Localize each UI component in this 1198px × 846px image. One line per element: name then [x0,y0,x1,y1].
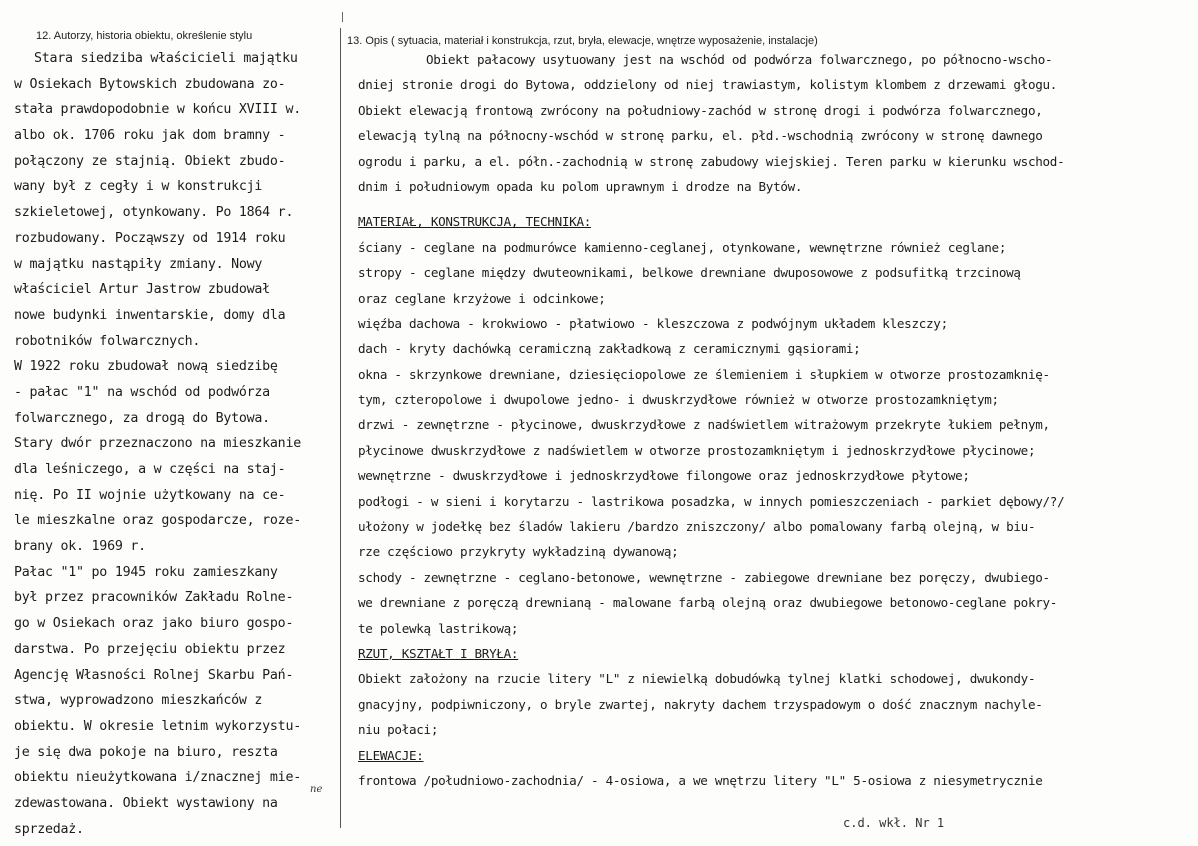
rzut-line: gnacyjny, podpiwniczony, o bryle zwartej, nakryty dachem trzyspadowym o dość znacznym nachyle- [358,696,1043,712]
material-line: więźba dachowa - krokwiowo - płatwiowo - kleszczowa z podwójnym układem kleszczy; [358,315,948,331]
column-divider [340,28,341,828]
history-line: nowe budynki inwentarskie, domy dla [14,307,286,323]
handwritten-correction: ne [310,784,323,795]
history-line: folwarcznego, za drogą do Bytowa. [14,410,270,426]
history-line: W 1922 roku zbudował nową siedzibę [14,359,278,375]
material-line: tym, czteropolowe i dwupolowe jedno- i dwuskrzydłowe również w otworze prostozamkniętym; [358,392,999,408]
material-line: we drewniane z poręczą drewnianą - malowane farbą olejną oraz dwubiegowe betonowo-ceglane pokry- [358,595,1058,611]
intro-line: elewacją tylną na północny-wschód w stronę parku, el. płd.-wschodnią zwrócony w stronę dawnego [358,128,1043,144]
material-line: okna - skrzynkowe drewniane, dziesięciopolowe ze ślemieniem i słupkiem w otworze prostozamknię- [358,366,1050,382]
rzut-heading: RZUT, KSZTAŁT I BRYŁA: [358,645,519,661]
material-line: drzwi - zewnętrzne - płycinowe, dwuskrzydłowe z nadświetlem witrażowym przekryte łukiem pełnym, [358,417,1050,433]
intro-line: ogrodu i parku, a el. półn.-zachodnią w stronę zabudowy wiejskiej. Teren parku w kierunku wschod- [358,153,1065,169]
material-line: stropy - ceglane między dwuteownikami, belkowe drewniane dwuposowowe z podsufitką trzcinową [358,265,1021,281]
history-line: darstwa. Po przejęciu obiektu przez [14,641,286,657]
history-line: robotników folwarcznych. [14,333,201,349]
history-line: szkieletowej, otynkowany. Po 1864 r. [14,205,294,221]
material-line: schody - zewnętrzne - ceglano-betonowe, wewnętrzne - zabiegowe drewniane bez poręczy, dwubiego- [358,569,1050,585]
material-line: rze częściowo przykryty wykładziną dywanową; [358,544,679,560]
intro-line: dnim i południowym opada ku polom uprawnym i drodze na Bytów. [358,178,803,194]
material-line: ułożony w jodełkę bez śladów lakieru /bardzo zniszczony/ albo pomalowany farbą olejną, w biu- [358,519,1036,535]
elewacje-line: frontowa /południowo-zachodnia/ - 4-osiowa, a we wnętrzu litery "L" 5-osiowa z niesymetrycznie [358,772,1043,788]
material-line: te polewką lastrikową; [358,620,519,636]
material-heading: MATERIAŁ, KONSTRUKCJA, TECHNIKA: [358,214,592,230]
history-line: wany był z cegły i w konstrukcji [14,179,263,195]
history-line: stwa, wyprowadzono mieszkańców z [14,693,263,709]
history-line: Stary dwór przeznaczono na mieszkanie [14,436,301,452]
history-line: brany ok. 1969 r. [14,539,146,555]
history-line: dla leśniczego, a w części na staj- [14,462,286,477]
history-line: rozbudowany. Począwszy od 1914 roku [14,230,286,246]
material-line: oraz ceglane krzyżowe i odcinkowe; [358,290,606,306]
history-line: obiektu. W okresie letnim wykorzystu- [14,718,301,734]
continuation-note: c.d. wkł. Nr 1 [843,816,945,830]
material-line: ściany - ceglane na podmurówce kamienno-ceglanej, otynkowane, wewnętrzne również ceglane; [358,239,1007,255]
history-line: albo ok. 1706 roku jak dom bramny - [14,128,286,144]
material-line: dach - kryty dachówką ceramiczną zakładkową z ceramicznymi gąsiorami; [358,341,861,357]
history-line: właściciel Artur Jastrow zbudował [14,282,270,298]
material-line: wewnętrzne - dwuskrzydłowe i jednoskrzydłowe filongowe oraz jednoskrzydłowe płytowe; [358,468,970,484]
top-tick-mark [342,12,343,22]
intro-line: Obiekt pałacowy usytuowany jest na wschód od podwórza folwarcznego, po północno-wscho- [426,52,1053,67]
history-line: sprzedaż. [14,821,84,837]
history-line: le mieszkalne oraz gospodarcze, roze- [14,513,301,529]
history-line: je się dwa pokoje na biuro, reszta [14,744,278,760]
history-text-column [14,46,336,842]
history-line: połączony ze stajnią. Obiekt zbudo- [14,153,286,169]
field-12-header: 12. Autorzy, historia obiektu, określenie stylu [36,30,253,42]
description-text-column [358,47,1188,793]
history-line: stała prawdopodobnie w końcu XVIII w. [14,102,301,118]
intro-line: Obiekt elewacją frontową zwrócony na południowy-zachód w stronę drogi i podwórza folwarcznego, [358,102,1043,118]
history-line: go w Osiekach oraz jako biuro gospo- [14,616,294,632]
material-line: płycinowe dwuskrzydłowe z nadświetlem w otworze prostozamkniętym i jednoskrzydłowe płycinowe; [358,442,1036,458]
history-line: był przez pracowników Zakładu Rolne- [14,590,294,606]
history-line: obiektu nieużytkowana i/znacznej mie- [14,770,301,786]
history-line: Stara siedziba właścicieli majątku [34,51,298,66]
history-line: w Osiekach Bytowskich zbudowana zo- [14,76,286,92]
rzut-line: niu połaci; [358,722,439,738]
rzut-line: Obiekt założony na rzucie litery "L" z niewielką dobudówką tylnej klatki schodowej, dwukondy- [358,671,1036,687]
material-line: podłogi - w sieni i korytarzu - lastrikowa posadzka, w innych pomieszczeniach - parkiet dębowy/?/ [358,493,1065,509]
history-line: nię. Po II wojnie użytkowany na ce- [14,487,286,503]
history-line: w majątku nastąpiły zmiany. Nowy [14,256,263,272]
history-line: Pałac "1" po 1945 roku zamieszkany [14,564,278,580]
history-line: zdewastowana. Obiekt wystawiony na [14,795,278,811]
field-13-header: 13. Opis ( sytuacia, materiał i konstrukcja, rzut, bryła, elewacje, wnętrze wyposażenie, instalacje) [347,35,818,47]
intro-line: dniej stronie drogi do Bytowa, oddzielony od niej trawiastym, kolistym klombem z drzewami głogu. [358,77,1058,93]
history-line: - pałac "1" na wschód od podwórza [14,384,270,400]
elewacje-heading: ELEWACJE: [358,747,424,763]
history-line: Agencję Własności Rolnej Skarbu Pań- [14,667,294,683]
